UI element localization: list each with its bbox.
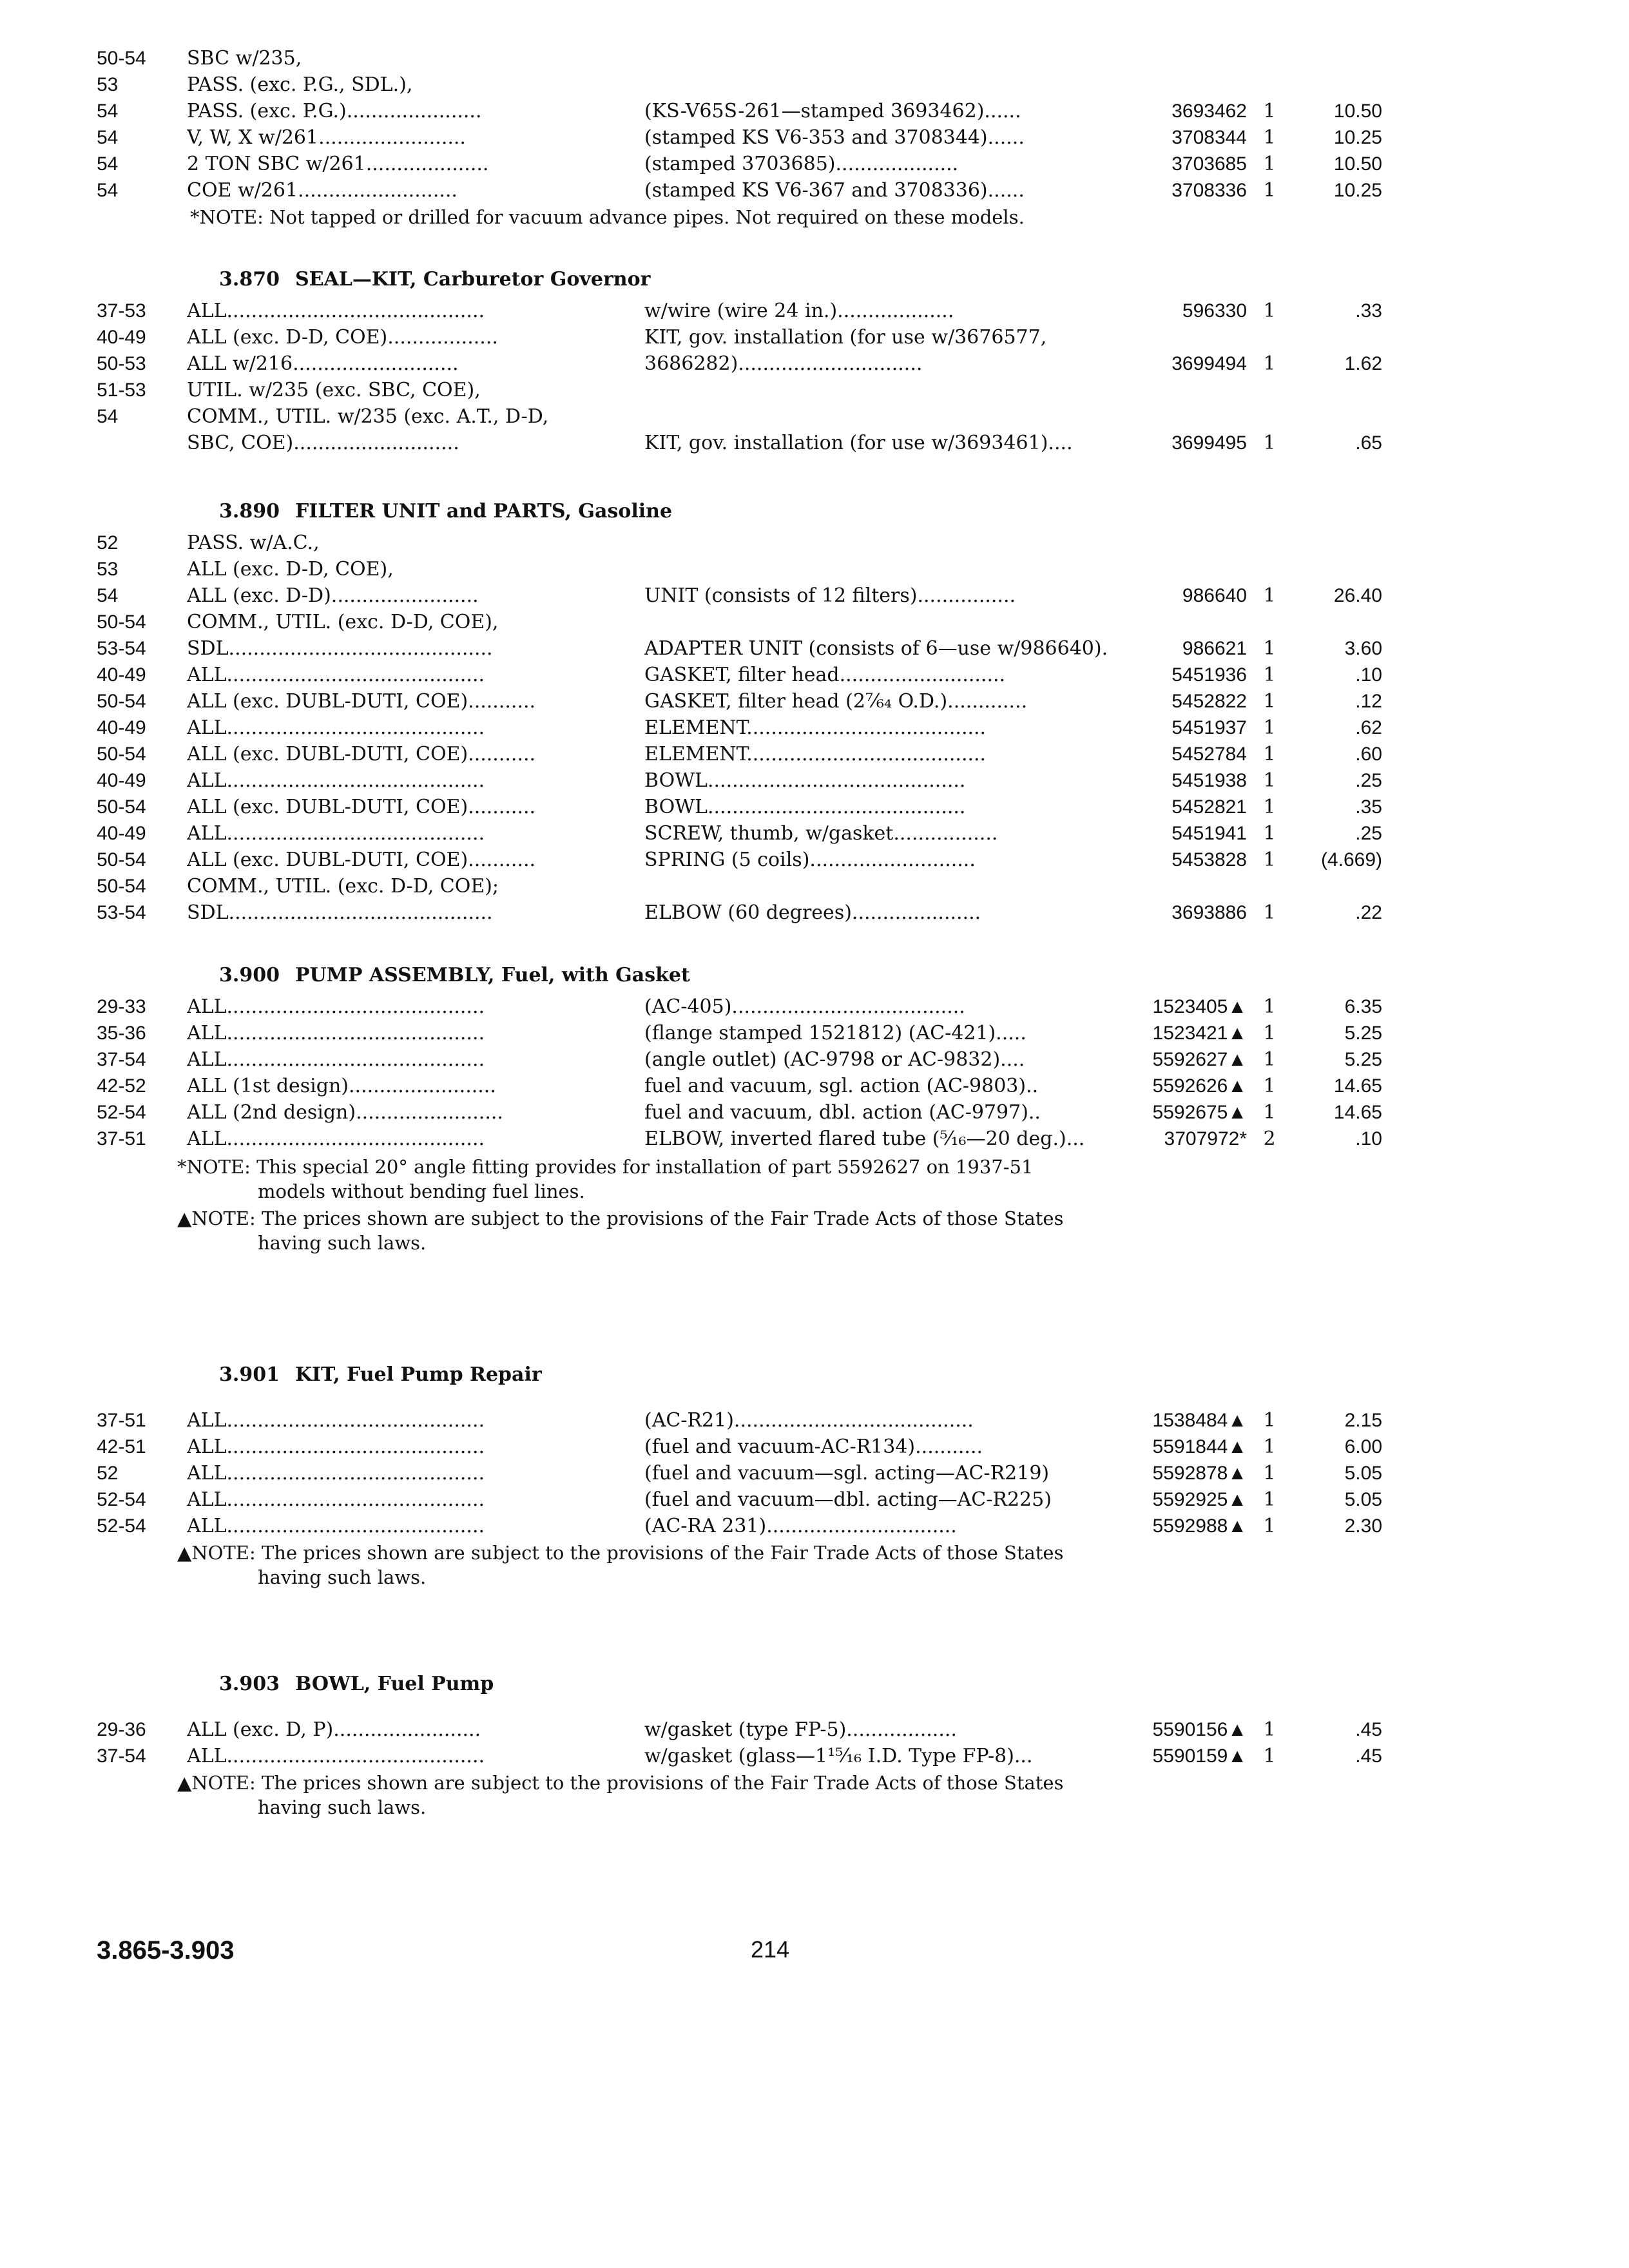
year-range: 40-49 — [97, 770, 146, 791]
rows-continued — [97, 45, 1392, 204]
part-number: 3707972* — [1164, 1128, 1247, 1149]
part-number: 1523421▲ — [1152, 1023, 1247, 1044]
quantity: 1 — [1263, 1409, 1276, 1432]
part-number: 986640 — [1182, 585, 1247, 606]
model-applicability: ALL (exc. D-D, COE), — [187, 558, 394, 581]
part-number: 5592627▲ — [1152, 1049, 1247, 1070]
quantity: 1 — [1263, 1515, 1276, 1537]
model-applicability: ALL w/216........................... — [187, 352, 459, 375]
table-row — [97, 1020, 1392, 1046]
list-price: 1.62 — [1344, 353, 1382, 374]
model-applicability: ALL (exc. DUBL-DUTI, COE)........... — [187, 849, 536, 871]
quantity: 1 — [1263, 901, 1276, 924]
year-range: 40-49 — [97, 717, 146, 738]
model-applicability: ALL.......................................... — [187, 1462, 485, 1485]
list-price: .45 — [1355, 1719, 1382, 1740]
part-description: (AC-405)...................................... — [644, 995, 965, 1018]
part-description: (stamped KS V6-353 and 3708344)...... — [644, 126, 1025, 149]
section-heading — [97, 265, 1392, 298]
part-number: 3693462 — [1171, 101, 1247, 122]
section-heading — [97, 1670, 1392, 1716]
part-number: 5591844▲ — [1152, 1436, 1247, 1457]
part-number: 5451936 — [1171, 664, 1247, 686]
quantity: 1 — [1263, 716, 1276, 739]
table-row — [97, 1099, 1392, 1126]
quantity: 1 — [1263, 822, 1276, 845]
model-applicability: COMM., UTIL. (exc. D-D, COE), — [187, 611, 499, 633]
year-range: 29-36 — [97, 1719, 146, 1740]
section-continued — [97, 45, 1392, 229]
part-description: (fuel and vacuum-AC-R134)........... — [644, 1436, 983, 1458]
list-price: 5.05 — [1344, 1463, 1382, 1484]
year-range: 50-54 — [97, 796, 146, 818]
note-line: having such laws. — [258, 1232, 427, 1254]
quantity: 1 — [1263, 179, 1276, 202]
table-row — [97, 45, 1392, 72]
year-range: 53 — [97, 74, 119, 95]
part-number: 5451937 — [1171, 717, 1247, 738]
section-3901 — [97, 1361, 1392, 1590]
model-applicability: ALL (exc. DUBL-DUTI, COE)........... — [187, 743, 536, 765]
part-description: (AC-RA 231)............................... — [644, 1515, 957, 1537]
section-number: 3.901 — [219, 1363, 280, 1386]
model-applicability: ALL.......................................... — [187, 1745, 485, 1767]
table-row — [97, 609, 1392, 635]
list-price: 14.65 — [1333, 1102, 1382, 1123]
part-number: 5451938 — [1171, 770, 1247, 791]
quantity: 1 — [1263, 796, 1276, 818]
table-row — [97, 556, 1392, 582]
model-applicability: SBC w/235, — [187, 47, 302, 70]
list-price: .45 — [1355, 1745, 1382, 1767]
list-price: .10 — [1355, 664, 1382, 686]
model-applicability: ALL (exc. D-D, COE).................. — [187, 326, 498, 349]
model-applicability: COMM., UTIL. (exc. D-D, COE); — [187, 875, 499, 898]
note-angle-fitting — [97, 1155, 1182, 1204]
year-range: 53 — [97, 559, 119, 580]
part-description: (fuel and vacuum—sgl. acting—AC-R219) — [644, 1462, 1050, 1485]
list-price: 5.25 — [1344, 1049, 1382, 1070]
list-price: .60 — [1355, 744, 1382, 765]
model-applicability: SDL........................................... — [187, 637, 493, 660]
part-number: 596330 — [1182, 300, 1247, 322]
part-description: KIT, gov. installation (for use w/3676577, — [644, 326, 1047, 349]
list-price: 3.60 — [1344, 638, 1382, 659]
model-applicability: SDL........................................... — [187, 901, 493, 924]
section-title: PUMP ASSEMBLY, Fuel, with Gasket — [294, 964, 690, 986]
list-price: .25 — [1355, 823, 1382, 844]
year-range: 37-54 — [97, 1745, 146, 1767]
part-description: (stamped KS V6-367 and 3708336)...... — [644, 179, 1025, 202]
year-range: 29-33 — [97, 996, 146, 1017]
quantity: 2 — [1263, 1128, 1276, 1150]
table-row — [97, 794, 1392, 820]
table-row — [97, 430, 1392, 456]
quantity: 1 — [1263, 664, 1276, 686]
section-title: SEAL—KIT, Carburetor Governor — [294, 268, 651, 291]
section-heading — [97, 497, 1392, 530]
part-description: BOWL.......................................... — [644, 796, 966, 818]
part-description: SPRING (5 coils)........................... — [644, 849, 976, 871]
list-price: 10.50 — [1333, 153, 1382, 175]
part-description: SCREW, thumb, w/gasket................. — [644, 822, 998, 845]
list-price: 10.25 — [1333, 127, 1382, 148]
note-line: ▲NOTE: The prices shown are subject to the provisions of the Fair Trade Acts of those States — [177, 1207, 1064, 1229]
list-price: 5.05 — [1344, 1489, 1382, 1510]
year-range: 51-53 — [97, 380, 146, 401]
part-number: 5451941 — [1171, 823, 1247, 844]
table-row — [97, 72, 1392, 98]
table-row — [97, 403, 1392, 430]
part-description: (AC-R21)....................................... — [644, 1409, 974, 1432]
list-price: .35 — [1355, 796, 1382, 818]
table-row — [97, 820, 1392, 847]
year-range: 54 — [97, 180, 119, 201]
section-3890 — [97, 497, 1392, 926]
list-price: .65 — [1355, 432, 1382, 454]
model-applicability: ALL.......................................... — [187, 1515, 485, 1537]
part-description: ADAPTER UNIT (consists of 6—use w/986640). — [644, 637, 1108, 660]
part-number: 3699495 — [1171, 432, 1247, 454]
part-number: 3699494 — [1171, 353, 1247, 374]
year-range: 52-54 — [97, 1489, 146, 1510]
year-range: 40-49 — [97, 327, 146, 348]
table-row — [97, 1460, 1392, 1486]
section-number: 3.870 — [219, 268, 280, 291]
year-range: 50-54 — [97, 876, 146, 897]
table-row — [97, 873, 1392, 899]
list-price: 14.65 — [1333, 1075, 1382, 1097]
year-range: 35-36 — [97, 1023, 146, 1044]
year-range: 52-54 — [97, 1515, 146, 1537]
part-description: fuel and vacuum, dbl. action (AC-9797).. — [644, 1101, 1041, 1124]
year-range: 50-54 — [97, 691, 146, 712]
list-price: 10.50 — [1333, 101, 1382, 122]
year-range: 54 — [97, 585, 119, 606]
model-applicability: ALL.......................................... — [187, 1436, 485, 1458]
list-price: 2.15 — [1344, 1410, 1382, 1431]
year-range: 53-54 — [97, 638, 146, 659]
section-3903 — [97, 1670, 1392, 1820]
part-number: 5452784 — [1171, 744, 1247, 765]
model-applicability: ALL.......................................... — [187, 1488, 485, 1511]
page-number: 214 — [751, 1936, 790, 1963]
model-applicability: COE w/261.......................... — [187, 179, 458, 202]
part-description: BOWL.......................................... — [644, 769, 966, 792]
table-row — [97, 741, 1392, 767]
table-row — [97, 994, 1392, 1020]
model-applicability: ALL (exc. DUBL-DUTI, COE)........... — [187, 690, 536, 713]
year-range: 50-54 — [97, 48, 146, 69]
table-row — [97, 1126, 1392, 1152]
section-3900 — [97, 961, 1392, 1255]
section-number: 3.890 — [219, 500, 280, 523]
list-price: 6.00 — [1344, 1436, 1382, 1457]
part-description: GASKET, filter head (2⁷⁄₆₄ O.D.)............. — [644, 690, 1028, 713]
section-title: BOWL, Fuel Pump — [294, 1673, 494, 1695]
model-applicability: COMM., UTIL. w/235 (exc. A.T., D-D, — [187, 405, 549, 428]
model-applicability: PASS. w/A.C., — [187, 532, 320, 554]
quantity: 1 — [1263, 100, 1276, 122]
part-description: ELEMENT....................................... — [644, 743, 987, 765]
model-applicability: SBC, COE)........................... — [187, 432, 459, 454]
list-price: 10.25 — [1333, 180, 1382, 201]
model-applicability: ALL.......................................... — [187, 716, 485, 739]
note-vacuum: *NOTE: Not tapped or drilled for vacuum advance pipes. Not required on these models. — [190, 206, 1025, 228]
list-price: .62 — [1355, 717, 1382, 738]
note-fair-trade — [97, 1771, 1182, 1820]
model-applicability: ALL.......................................... — [187, 822, 485, 845]
list-price: 2.30 — [1344, 1515, 1382, 1537]
year-range: 54 — [97, 153, 119, 175]
part-description: ELEMENT....................................... — [644, 716, 987, 739]
quantity: 1 — [1263, 1022, 1276, 1044]
year-range: 54 — [97, 101, 119, 122]
table-row — [97, 582, 1392, 609]
table-row — [97, 1407, 1392, 1434]
table-row — [97, 1434, 1392, 1460]
model-applicability: ALL.......................................... — [187, 1409, 485, 1432]
quantity: 1 — [1263, 126, 1276, 149]
part-description: (fuel and vacuum—dbl. acting—AC-R225) — [644, 1488, 1052, 1511]
rows-3890 — [97, 530, 1392, 926]
part-number: 3693886 — [1171, 902, 1247, 923]
year-range: 54 — [97, 406, 119, 427]
table-row — [97, 1073, 1392, 1099]
part-number: 5592925▲ — [1152, 1489, 1247, 1510]
quantity: 1 — [1263, 637, 1276, 660]
part-description: w/wire (wire 24 in.)................... — [644, 300, 954, 322]
part-number: 986621 — [1182, 638, 1247, 659]
model-applicability: ALL (exc. D-D)........................ — [187, 584, 479, 607]
note-line: having such laws. — [258, 1796, 427, 1818]
year-range: 37-54 — [97, 1049, 146, 1070]
list-price: .25 — [1355, 770, 1382, 791]
part-description: GASKET, filter head........................... — [644, 664, 1006, 686]
part-description: w/gasket (glass—1¹⁵⁄₁₆ I.D. Type FP-8)... — [644, 1745, 1033, 1767]
model-applicability: ALL.......................................... — [187, 300, 485, 322]
year-range: 53-54 — [97, 902, 146, 923]
part-number: 5590159▲ — [1152, 1745, 1247, 1767]
table-row — [97, 767, 1392, 794]
table-row — [97, 98, 1392, 124]
table-row — [97, 351, 1392, 377]
quantity: 1 — [1263, 849, 1276, 871]
part-number: 3708344 — [1171, 127, 1247, 148]
part-number: 5453828 — [1171, 849, 1247, 870]
model-applicability: ALL (1st design)........................ — [187, 1075, 496, 1097]
part-number: 5592675▲ — [1152, 1102, 1247, 1123]
part-description: (angle outlet) (AC-9798 or AC-9832).... — [644, 1048, 1025, 1071]
part-description: (KS-V65S-261—stamped 3693462)...... — [644, 100, 1021, 122]
table-row — [97, 847, 1392, 873]
list-price: 5.25 — [1344, 1023, 1382, 1044]
quantity: 1 — [1263, 1718, 1276, 1741]
quantity: 1 — [1263, 1075, 1276, 1097]
quantity: 1 — [1263, 1745, 1276, 1767]
table-row — [97, 1513, 1392, 1539]
model-applicability: ALL.......................................... — [187, 995, 485, 1018]
list-price: 6.35 — [1344, 996, 1382, 1017]
year-range: 40-49 — [97, 664, 146, 686]
year-range: 42-51 — [97, 1436, 146, 1457]
section-heading — [97, 961, 1392, 994]
model-applicability: ALL.......................................... — [187, 769, 485, 792]
table-row — [97, 1716, 1392, 1743]
rows-3900 — [97, 994, 1392, 1152]
model-applicability: ALL.......................................... — [187, 1022, 485, 1044]
year-range: 37-51 — [97, 1128, 146, 1149]
part-number: 5590156▲ — [1152, 1719, 1247, 1740]
model-applicability: ALL.......................................... — [187, 1128, 485, 1150]
note-fair-trade — [97, 1541, 1182, 1590]
list-price: .33 — [1355, 300, 1382, 322]
quantity: 1 — [1263, 690, 1276, 713]
model-applicability: PASS. (exc. P.G.)...................... — [187, 100, 482, 122]
year-range: 50-53 — [97, 353, 146, 374]
quantity: 1 — [1263, 995, 1276, 1018]
section-range: 3.865-3.903 — [97, 1936, 235, 1965]
note-line: ▲NOTE: The prices shown are subject to the provisions of the Fair Trade Acts of those States — [177, 1542, 1064, 1564]
model-applicability: PASS. (exc. P.G., SDL.), — [187, 73, 413, 96]
part-number: 5592626▲ — [1152, 1075, 1247, 1097]
year-range: 52 — [97, 532, 119, 553]
part-description: KIT, gov. installation (for use w/3693461).... — [644, 432, 1073, 454]
part-number: 5452822 — [1171, 691, 1247, 712]
section-title: KIT, Fuel Pump Repair — [294, 1363, 542, 1386]
part-number: 1538484▲ — [1152, 1410, 1247, 1431]
table-row — [97, 298, 1392, 324]
quantity: 1 — [1263, 300, 1276, 322]
part-number: 5592988▲ — [1152, 1515, 1247, 1537]
note-line: ▲NOTE: The prices shown are subject to the provisions of the Fair Trade Acts of those States — [177, 1772, 1064, 1794]
table-row — [97, 715, 1392, 741]
table-row — [97, 1743, 1392, 1769]
model-applicability: ALL (2nd design)........................ — [187, 1101, 503, 1124]
part-description: (stamped 3703685).................... — [644, 153, 959, 175]
part-description: fuel and vacuum, sgl. action (AC-9803).. — [644, 1075, 1039, 1097]
part-description: ELBOW, inverted flared tube (⁵⁄₁₆—20 deg.)... — [644, 1128, 1085, 1150]
quantity: 1 — [1263, 1101, 1276, 1124]
section-heading — [97, 1361, 1392, 1407]
note-line: *NOTE: This special 20° angle fitting provides for installation of part 5592627 on 1937-51 — [177, 1156, 1034, 1178]
model-applicability: ALL (exc. DUBL-DUTI, COE)........... — [187, 796, 536, 818]
part-description: ELBOW (60 degrees)..................... — [644, 901, 981, 924]
quantity: 1 — [1263, 769, 1276, 792]
model-applicability: ALL.......................................... — [187, 1048, 485, 1071]
table-row — [97, 1486, 1392, 1513]
table-row — [97, 662, 1392, 688]
year-range: 54 — [97, 127, 119, 148]
quantity: 1 — [1263, 1436, 1276, 1458]
quantity: 1 — [1263, 1462, 1276, 1485]
year-range: 37-53 — [97, 300, 146, 322]
quantity: 1 — [1263, 432, 1276, 454]
year-range: 50-54 — [97, 849, 146, 870]
part-description: 3686282).............................. — [644, 352, 923, 375]
model-applicability: 2 TON SBC w/261.................... — [187, 153, 489, 175]
list-price: .22 — [1355, 902, 1382, 923]
table-row — [97, 635, 1392, 662]
part-number: 1523405▲ — [1152, 996, 1247, 1017]
model-applicability: V, W, X w/261........................ — [187, 126, 466, 149]
list-price: .12 — [1355, 691, 1382, 712]
list-price: (4.669) — [1320, 849, 1382, 870]
section-number: 3.900 — [219, 964, 280, 986]
section-3870 — [97, 265, 1392, 456]
note-line: models without bending fuel lines. — [258, 1180, 585, 1202]
year-range: 50-54 — [97, 744, 146, 765]
part-number: 3708336 — [1171, 180, 1247, 201]
quantity: 1 — [1263, 153, 1276, 175]
table-row — [97, 151, 1392, 177]
table-row — [97, 377, 1392, 403]
rows-3903 — [97, 1716, 1392, 1769]
year-range: 40-49 — [97, 823, 146, 844]
model-applicability: ALL.......................................... — [187, 664, 485, 686]
quantity: 1 — [1263, 352, 1276, 375]
year-range: 52 — [97, 1463, 119, 1484]
year-range: 37-51 — [97, 1410, 146, 1431]
year-range: 52-54 — [97, 1102, 146, 1123]
part-number: 5592878▲ — [1152, 1463, 1247, 1484]
rows-3870 — [97, 298, 1392, 456]
part-number: 5452821 — [1171, 796, 1247, 818]
table-row — [97, 124, 1392, 151]
section-title: FILTER UNIT and PARTS, Gasoline — [294, 500, 673, 523]
section-number: 3.903 — [219, 1673, 280, 1695]
quantity: 1 — [1263, 743, 1276, 765]
list-price: 26.40 — [1333, 585, 1382, 606]
table-row — [97, 899, 1392, 926]
part-description: w/gasket (type FP-5).................. — [644, 1718, 957, 1741]
part-description: (flange stamped 1521812) (AC-421)..... — [644, 1022, 1027, 1044]
year-range: 42-52 — [97, 1075, 146, 1097]
list-price: .10 — [1355, 1128, 1382, 1149]
model-applicability: UTIL. w/235 (exc. SBC, COE), — [187, 379, 481, 401]
table-row — [97, 324, 1392, 351]
table-row — [97, 530, 1392, 556]
table-row — [97, 177, 1392, 204]
rows-3901 — [97, 1407, 1392, 1539]
table-row — [97, 688, 1392, 715]
note-fair-trade — [97, 1206, 1182, 1255]
note-line: having such laws. — [258, 1566, 427, 1588]
quantity: 1 — [1263, 1488, 1276, 1511]
table-row — [97, 1046, 1392, 1073]
part-number: 3703685 — [1171, 153, 1247, 175]
year-range: 50-54 — [97, 611, 146, 633]
part-description: UNIT (consists of 12 filters)................ — [644, 584, 1016, 607]
model-applicability: ALL (exc. D, P)........................ — [187, 1718, 481, 1741]
quantity: 1 — [1263, 1048, 1276, 1071]
quantity: 1 — [1263, 584, 1276, 607]
